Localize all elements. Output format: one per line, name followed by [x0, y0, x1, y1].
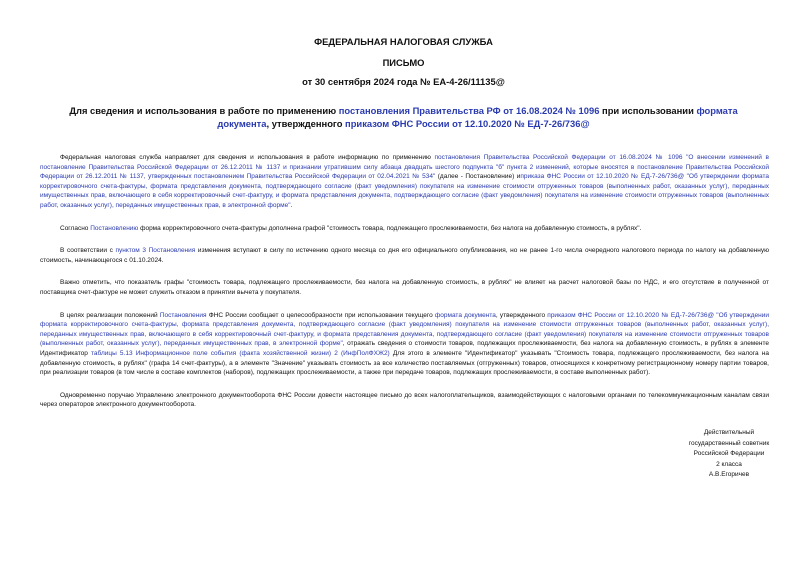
paragraph-5: [40, 311, 769, 378]
link-order-736-full[interactable]: приказа ФНС России от 12.10.2020 № ЕД-7-26/736@ "Об утверждении формата корректировочного счета-фактуры, формата представления документа, подтверждающего согласие (факт уведомления) покупателя на изменение стоимости отгруженных товаров (выполненных работ, оказанных услуг), переданных имущественных прав, включающего в себя корректировочный счет-фактуру, и формата представления документа, подтверждающего согласие (факт уведомления) покупателя на изменение стоимости отгруженных товаров (выполненных работ, оказанных услуг), переданных имущественных прав, в электронной форме": [40, 173, 769, 209]
link-resolution-1096[interactable]: постановления Правительства РФ от 16.08.2024 № 1096: [338, 105, 600, 116]
link-document-format[interactable]: формата документа: [217, 105, 738, 129]
paragraph-text: Одновременно поручаю Управлению электронного документооборота ФНС России довести настоящее письмо до всех налогоплательщиков, взаимодействующих с налоговыми органами по телекоммуникационным каналам связи через операторов электронного документооборота.: [40, 391, 769, 409]
paragraph-3: [40, 246, 769, 265]
doc-type: ПИСЬМО: [382, 57, 425, 68]
signature-block: [670, 428, 788, 481]
paragraph-text: , отражать сведения о стоимости товаров, подлежащих прослеживаемости, без налога на добавленную стоимость, в рублях в элементе Идентификатор: [40, 340, 769, 357]
signature-line: Действительный: [703, 429, 755, 436]
paragraph-text: , утвержденного: [495, 311, 548, 319]
subject-text: , утвержденного: [266, 117, 346, 129]
paragraph-text: В целях реализации положений: [60, 311, 160, 319]
paragraph-text: Федеральная налоговая служба направляет для сведения и использования в работе информацию по применению: [60, 154, 435, 161]
subject-text: Для сведения и использования в работе по применению: [69, 105, 339, 116]
link-order-736[interactable]: приказом ФНС России от 12.10.2020 № ЕД-7-26/736@: [345, 117, 590, 129]
paragraph-text: В соответствии с: [60, 247, 116, 255]
link-table-5-13[interactable]: таблицы 5.13 Информационное поле события (факта хозяйственной жизни) 2 (ИнфПолФХЖ2): [91, 349, 390, 357]
paragraph-text: .: [290, 201, 293, 209]
paragraph-text: ФНС России сообщает о целесообразности при использовании текущего: [206, 311, 435, 319]
paragraph-text: Согласно: [60, 224, 91, 232]
doc-date-number: от 30 сентября 2024 года № ЕА-4-26/11135@: [302, 76, 505, 87]
link-resolution-clause-3[interactable]: пунктом 3 Постановления: [115, 247, 196, 255]
paragraph-text: изменения вступают в силу по истечению одного месяца со дня его официального опубликования, но не ранее 1-го числа очередного налогового периода по налогу на добавленную стоимость, начинающегося с 01.10.2024.: [40, 247, 770, 264]
signature-line: государственный советник: [688, 439, 770, 447]
paragraph-2: [40, 224, 769, 234]
link-document-format[interactable]: формата документа: [434, 311, 496, 319]
paragraph-text: форма корректировочного счета-фактуры дополнена графой "стоимость товара, подлежащего прослеживаемости, без налога на добавленную стоимость, в рублях".: [138, 224, 642, 232]
paragraph-6: [40, 391, 769, 410]
signatory-name: А.В.Егоричев: [708, 471, 750, 479]
signature-line: Российской Федерации: [693, 450, 765, 458]
doc-subject: [60, 105, 747, 130]
link-resolution[interactable]: Постановления: [159, 311, 207, 319]
paragraph-4: [40, 278, 769, 297]
signature-line: 2 класса: [716, 460, 742, 468]
paragraph-text: Важно отметить, что показатель графы "стоимость товара, подлежащего прослеживаемости, без налога на добавленную стоимость, в рублях" не влияет на расчет налоговой базы по НДС, и его отсутствие в полученной от поставщика счет-фактуре не может служить отказом в принятии вычета у покупателя.: [40, 279, 769, 296]
paragraph-text: Для этого в элементе "Идентификатор" указывать "Стоимость товара, подлежащего прослеживаемости, без налога на добавленную стоимость, в рублях" (графа 14 счет-фактуры), а в элементе "Значение" указывать стоимость за все количество поставляемых (отгруженных) товаров, относящихся к конкретному регистрационному номеру партии товаров, при реализации товаров (в том числе в составе комплектов (наборов), подлежащих прослеживаемости, а также при передаче товаров, подлежащих прослеживаемости, в составе выполненных работ).: [40, 349, 769, 377]
paragraph-1: [40, 153, 769, 211]
link-order-736-full[interactable]: приказом ФНС России от 12.10.2020 № ЕД-7-26/736@ "Об утверждении формата корректировочного счета-фактуры, формата представления документа, подтверждающего согласие (факт уведомления) покупателя на изменение стоимости отгруженных товаров (выполненных работ, оказанных услуг), переданных имущественных прав, включающего в себя корректировочный счет-фактуру, и формата представления документа, подтверждающего согласие (факт уведомления) покупателя на изменение стоимости отгруженных товаров (выполненных работ, оказанных услуг), переданных имущественных прав, в электронной форме": [40, 311, 770, 348]
org-name: ФЕДЕРАЛЬНАЯ НАЛОГОВАЯ СЛУЖБА: [314, 36, 493, 47]
link-resolution-1096-full[interactable]: постановления Правительства Российской Федерации от 16.08.2024 № 1096 "О внесении изменений в постановление Правительства Российской Федерации от 26.12.2011 № 1137 и признании утратившим силу абзаца двадцать шестого подпункта "б" пункта 2 изменений, которые вносятся в постановление Правительства Российской Федерации от 26.12.2011 № 1137, утвержденных постановлением Правительства Российской Федерации от 02.04.2021 № 534": [40, 154, 769, 181]
paragraph-text: (далее - Постановление) и: [435, 173, 521, 181]
letter-body: [40, 153, 769, 423]
link-resolution[interactable]: Постановлению: [90, 224, 139, 232]
subject-text: при использовании: [599, 105, 697, 116]
